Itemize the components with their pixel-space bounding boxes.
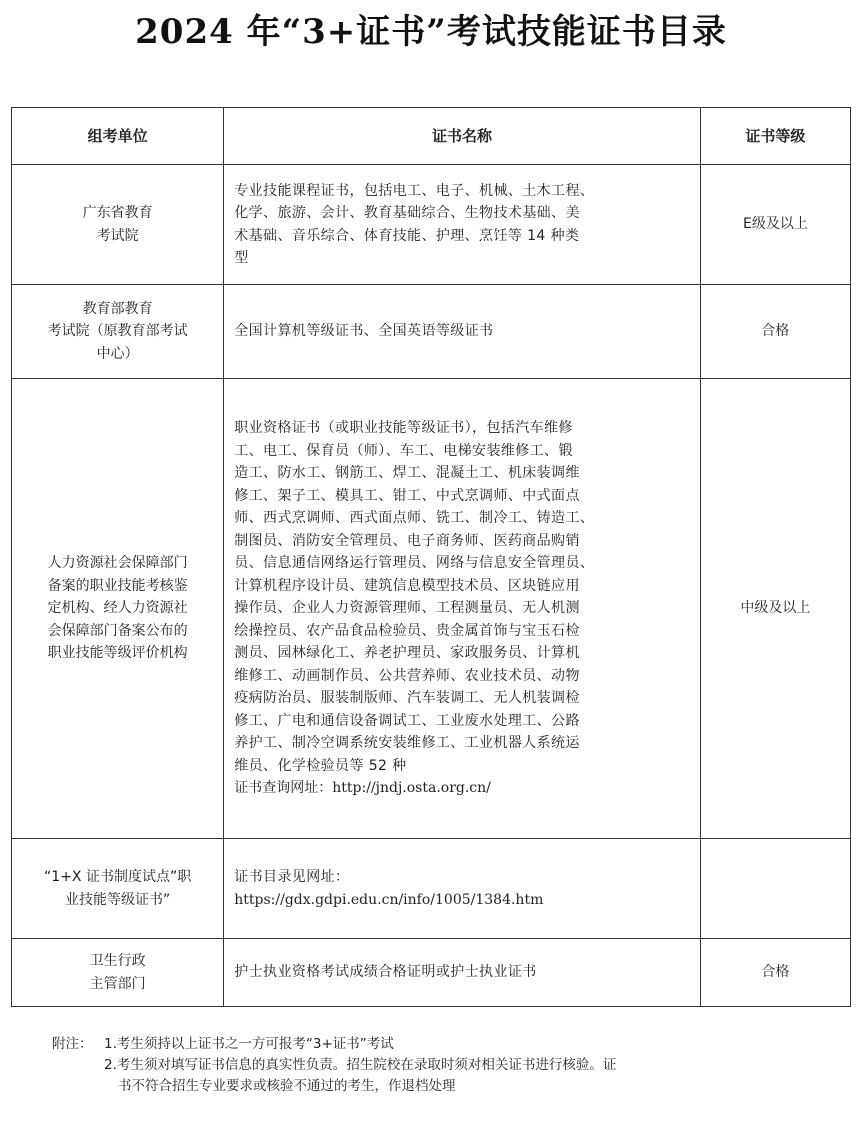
table-row — [12, 839, 851, 939]
certificate-name-line: 造工、防水工、钢筋工、焊工、混凝土工、机床装调维 — [234, 465, 580, 482]
certificate-level-cell: E级及以上 — [700, 165, 850, 285]
certificate-name-cell — [224, 165, 701, 285]
certificate-name-cell — [224, 839, 701, 939]
certificate-name-line: 证书目录见网址： — [234, 869, 350, 885]
note-text: 书不符合招生专业要求或核验不通过的考生，作退档处理 — [118, 1078, 456, 1094]
organizer-line: 考试院（原教育部考试 — [47, 323, 188, 340]
organizer-line: 卫生行政 — [89, 953, 146, 969]
note-item — [52, 1055, 832, 1097]
certificate-catalog-url: https://gdx.gdpi.edu.cn/info/1005/1384.htm — [234, 891, 544, 908]
certificate-name-line: 工、电工、保育员（师）、车工、电梯安装维修工、锻 — [234, 442, 573, 459]
certificate-name-cell — [224, 285, 701, 379]
certificate-name-line: 维员、化学检验员等 52 种 — [234, 757, 407, 774]
certificate-name-line: 师、西式烹调师、西式面点师、铣工、制冷工、铸造工、 — [234, 510, 595, 527]
note-item — [52, 1034, 832, 1055]
certificate-name-line: 疫病防治员、服装制版师、汽车装调工、无人机装调检 — [234, 690, 580, 707]
certificate-name-line: 护士执业资格考试成绩合格证明或护士执业证书 — [234, 964, 537, 981]
certificate-name-line: 测员、园林绿化工、养老护理员、家政服务员、计算机 — [234, 645, 580, 662]
notes-label: 附注： — [52, 1036, 93, 1052]
certificate-query-url: 证书查询网址：http://jndj.osta.org.cn/ — [234, 780, 491, 797]
table-header-row — [12, 108, 851, 165]
organizer-line: 职业技能等级评价机构 — [47, 645, 188, 662]
organizer-line: 业技能等级证书” — [64, 891, 171, 908]
organizer-line: 中心） — [96, 345, 139, 362]
organizer-line: 考试院 — [96, 227, 139, 244]
organizer-cell — [12, 285, 224, 379]
certificate-name-cell — [224, 379, 701, 839]
certificate-name-cell — [224, 939, 701, 1007]
certificate-name-line: 制图员、消防安全管理员、电子商务师、医药商品购销 — [234, 532, 580, 549]
certificate-name-line: 化学、旅游、会计、教育基础综合、生物技术基础、美 — [234, 205, 580, 221]
certificate-name-line: 术基础、音乐综合、体育技能、护理、烹饪等 14 种类 — [234, 227, 580, 244]
notes-section — [52, 1034, 832, 1097]
organizer-line: 广东省教育 — [82, 205, 153, 221]
organizer-cell — [12, 939, 224, 1007]
table-row — [12, 379, 851, 839]
certificate-name-line: 绘操控员、农产品食品检验员、贵金属首饰与宝玉石检 — [234, 622, 580, 639]
certificate-name-line: 养护工、制冷空调系统安装维修工、工业机器人系统运 — [234, 735, 580, 752]
organizer-line: 会保障部门备案公布的 — [47, 622, 188, 639]
certificate-name-line: 计算机程序设计员、建筑信息模型技术员、区块链应用 — [234, 577, 580, 594]
organizer-line: 主管部门 — [89, 975, 146, 992]
certificate-name-line: 修工、架子工、模具工、钳工、中式烹调师、中式面点 — [234, 487, 580, 504]
organizer-cell — [12, 839, 224, 939]
certificate-name-line: 维修工、动画制作员、公共营养师、农业技术员、动物 — [234, 667, 580, 684]
page-title: 2024 年“3+证书”考试技能证书目录 — [135, 12, 727, 52]
certificate-name-line: 专业技能课程证书，包括电工、电子、机械、土木工程、 — [234, 182, 595, 199]
organizer-line: 教育部教育 — [82, 300, 153, 317]
certificate-name-line: 员、信息通信网络运行管理员、网络与信息安全管理员、 — [234, 555, 595, 572]
organizer-cell — [12, 379, 224, 839]
organizer-line: “1+X 证书制度试点”职 — [44, 869, 192, 885]
certificate-table — [11, 107, 851, 1007]
certificate-level-cell: 合格 — [700, 939, 850, 1007]
certificate-name-line: 修工、广电和通信设备调试工、工业废水处理工、公路 — [234, 712, 580, 729]
certificate-name-line: 职业资格证书（或职业技能等级证书），包括汽车维修 — [234, 420, 573, 437]
organizer-cell — [12, 165, 224, 285]
table-row — [12, 939, 851, 1007]
organizer-line: 人力资源社会保障部门 — [47, 555, 188, 572]
organizer-line: 定机构、经人力资源社 — [47, 600, 188, 617]
note-text: 1.考生须持以上证书之一方可报考“3+证书”考试 — [104, 1036, 394, 1052]
certificate-name-line: 型 — [234, 250, 249, 266]
table-row — [12, 165, 851, 285]
certificate-level-cell — [700, 839, 850, 939]
column-header-unit: 组考单位 — [12, 108, 224, 165]
table-row — [12, 285, 851, 379]
certificate-name-line: 操作员、企业人力资源管理师、工程测量员、无人机测 — [234, 600, 580, 617]
note-text: 2.考生须对填写证书信息的真实性负责。招生院校在录取时须对相关证书进行核验。证 — [104, 1057, 617, 1073]
column-header-level: 证书等级 — [700, 108, 850, 165]
certificate-level-cell: 中级及以上 — [700, 379, 850, 839]
column-header-name: 证书名称 — [224, 108, 701, 165]
certificate-name-line: 全国计算机等级证书、全国英语等级证书 — [234, 323, 494, 340]
certificate-level-cell: 合格 — [700, 285, 850, 379]
organizer-line: 备案的职业技能考核鉴 — [47, 577, 188, 594]
